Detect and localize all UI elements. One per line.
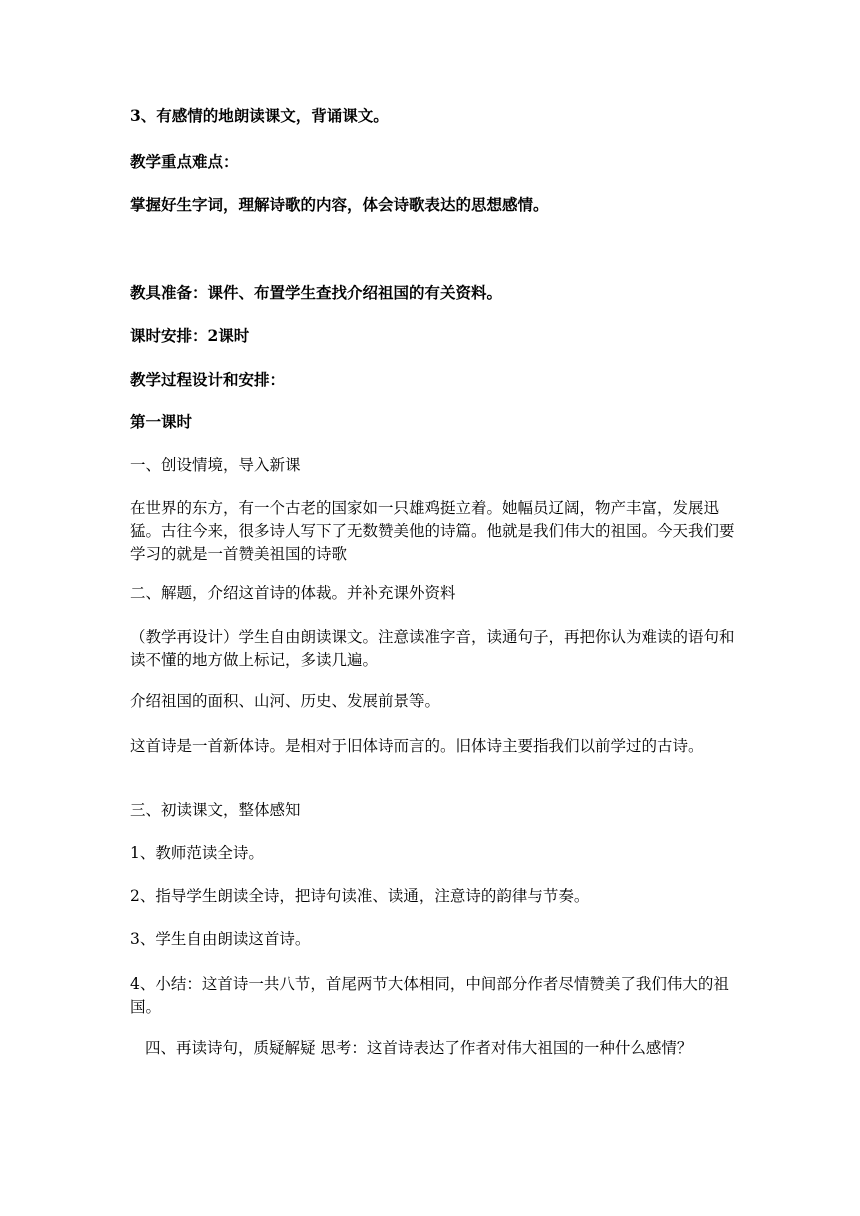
process-heading: 教学过程设计和安排： (130, 370, 286, 389)
redesign-paragraph: （教学再设计）学生自由朗读课文。注意读准字音，读通句子，再把你认为难读的语句和读不懂的地方做上标记，多读几遍。 (130, 628, 735, 669)
key-points-heading: 教学重点难点： (130, 152, 239, 171)
step-3: 3、学生自由朗读这首诗。 (130, 930, 311, 948)
section-4-heading: 四、再读诗句，质疑解疑 思考：这首诗表达了作者对伟大祖国的一种什么感情？ (145, 1039, 693, 1057)
first-lesson-heading: 第一课时 (130, 412, 193, 431)
introduce-country: 介绍祖国的面积、山河、历史、发展前景等。 (130, 692, 441, 710)
key-points-text: 掌握好生字词，理解诗歌的内容，体会诗歌表达的思想感情。 (130, 195, 549, 214)
step-2: 2、指导学生朗读全诗，把诗句读准、读通，注意诗的韵律与节奏。 (130, 887, 590, 905)
section-2-heading: 二、解题，介绍这首诗的体裁。并补充课外资料 (130, 584, 456, 602)
step-1: 1、教师范读全诗。 (130, 844, 264, 862)
teaching-aids: 教具准备：课件、布置学生查找介绍祖国的有关资料。 (130, 283, 503, 302)
intro-paragraph: 在世界的东方，有一个古老的国家如一只雄鸡挺立着。她幅员辽阔，物产丰富，发展迅猛。古往今来，很多诗人写下了无数赞美他的诗篇。他就是我们伟大的祖国。今天我们要学习的就是一首赞美祖国的诗歌 (130, 499, 735, 563)
step-4-summary: 4、小结：这首诗一共八节，首尾两节大体相同，中间部分作者尽情赞美了我们伟大的祖国。 (130, 975, 729, 1016)
section-1-heading: 一、创设情境，导入新课 (130, 456, 301, 474)
new-poem-note: 这首诗是一首新体诗。是相对于旧体诗而言的。旧体诗主要指我们以前学过的古诗。 (130, 737, 704, 755)
objective-3: 3、有感情的地朗读课文，背诵课文。 (130, 106, 389, 125)
section-3-heading: 三、初读课文，整体感知 (130, 801, 301, 819)
class-hours: 课时安排：2课时 (130, 326, 250, 345)
